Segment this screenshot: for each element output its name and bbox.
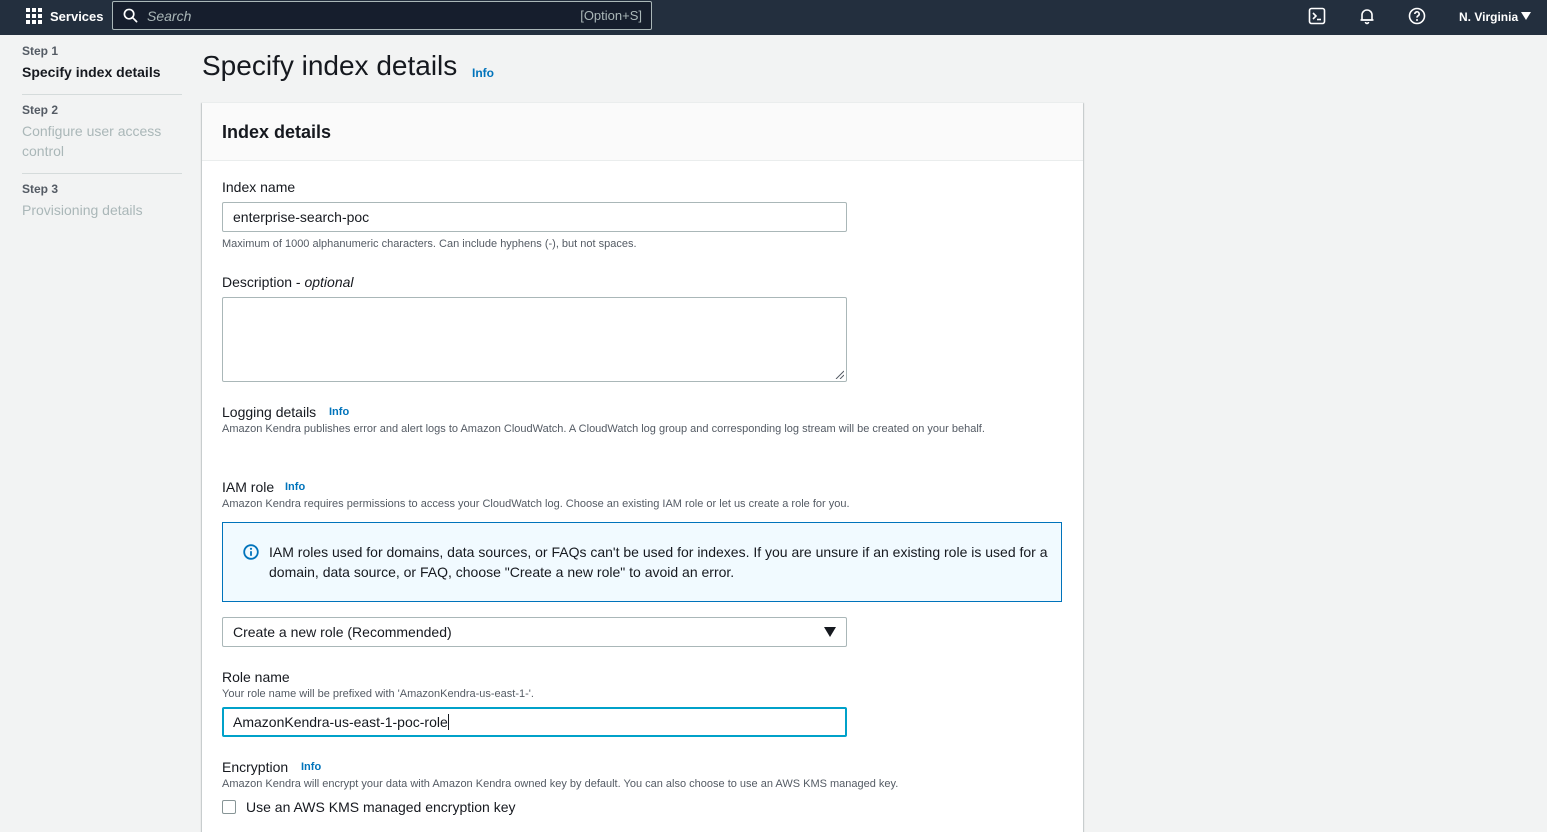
search-shortcut-hint: [Option+S] — [580, 8, 642, 23]
iam-role-select[interactable] — [222, 617, 847, 647]
index-name-input[interactable]: enterprise-search-poc — [222, 202, 847, 232]
encryption-label: Encryption — [222, 759, 289, 775]
text-cursor — [448, 714, 449, 730]
info-circle-icon — [243, 544, 259, 560]
alert-message: IAM roles used for domains, data sources, or FAQs can't be used for indexes. If you are unsure if an existing role is used for a domain, data source, or FAQ, choose "Create a new role" to avoid an error. — [269, 544, 1048, 580]
role-name-input[interactable] — [222, 707, 847, 737]
role-name-hint: Your role name will be prefixed with 'AmazonKendra-us-east-1-'. — [222, 688, 534, 700]
help-icon[interactable] — [1408, 7, 1426, 25]
optional-tag: optional — [304, 274, 354, 290]
step-title: Specify index details — [22, 64, 161, 80]
caret-down-icon[interactable] — [1521, 11, 1531, 21]
step-title: Configure user access control — [22, 123, 162, 159]
step-number: Step 1 — [22, 44, 59, 58]
encryption-description: Amazon Kendra will encrypt your data with Amazon Kendra owned key by default. You can also choose to use an AWS KMS managed key. — [222, 778, 899, 790]
top-navigation — [0, 0, 1547, 35]
search-input[interactable] — [147, 6, 547, 26]
description-label: Description - optional — [222, 274, 354, 290]
wizard-step-2 — [22, 103, 182, 174]
cloudshell-icon[interactable] — [1308, 7, 1326, 25]
encryption-info-link[interactable]: Info — [301, 761, 322, 773]
page-title-info-link[interactable]: Info — [472, 66, 494, 80]
step-number: Step 2 — [22, 103, 59, 117]
index-name-label: Index name — [222, 179, 296, 195]
region-selector[interactable]: N. Virginia — [1459, 10, 1519, 24]
services-menu-button[interactable]: Services — [50, 9, 104, 24]
wizard-steps — [22, 44, 182, 240]
role-name-value: AmazonKendra-us-east-1-poc-role — [233, 714, 448, 730]
kms-key-checkbox[interactable] — [222, 800, 236, 814]
logging-details-label: Logging details — [222, 404, 317, 420]
index-name-hint: Maximum of 1000 alphanumeric characters. Can include hyphens (-), but not spaces. — [222, 238, 637, 250]
iam-role-info-alert — [222, 522, 1062, 602]
grid-icon[interactable] — [26, 8, 42, 24]
wizard-step-3 — [22, 182, 182, 232]
iam-role-selected-value: Create a new role (Recommended) — [233, 624, 452, 640]
iam-role-label: IAM role — [222, 479, 275, 495]
caret-down-icon — [824, 627, 836, 637]
iam-role-description: Amazon Kendra requires permissions to access your CloudWatch log. Choose an existing IAM role or let us create a role for you. — [222, 498, 850, 510]
wizard-step-1[interactable] — [22, 44, 182, 95]
index-details-panel — [202, 102, 1083, 832]
panel-title: Index details — [222, 122, 332, 142]
resize-grip-icon[interactable] — [834, 369, 844, 379]
search-icon — [123, 8, 138, 23]
bell-icon[interactable] — [1358, 7, 1376, 25]
iam-role-info-link[interactable]: Info — [285, 481, 306, 493]
description-textarea[interactable] — [222, 297, 847, 382]
logging-info-link[interactable]: Info — [329, 406, 350, 418]
panel-header — [202, 103, 1083, 161]
logging-description: Amazon Kendra publishes error and alert logs to Amazon CloudWatch. A CloudWatch log group and corresponding log stream will be created on your behalf. — [222, 423, 985, 435]
step-number: Step 3 — [22, 182, 59, 196]
search-box[interactable] — [112, 1, 652, 30]
step-title: Provisioning details — [22, 202, 143, 218]
role-name-label: Role name — [222, 669, 290, 685]
page-title: Specify index details — [202, 50, 458, 81]
kms-key-checkbox-label[interactable]: Use an AWS KMS managed encryption key — [246, 799, 516, 815]
